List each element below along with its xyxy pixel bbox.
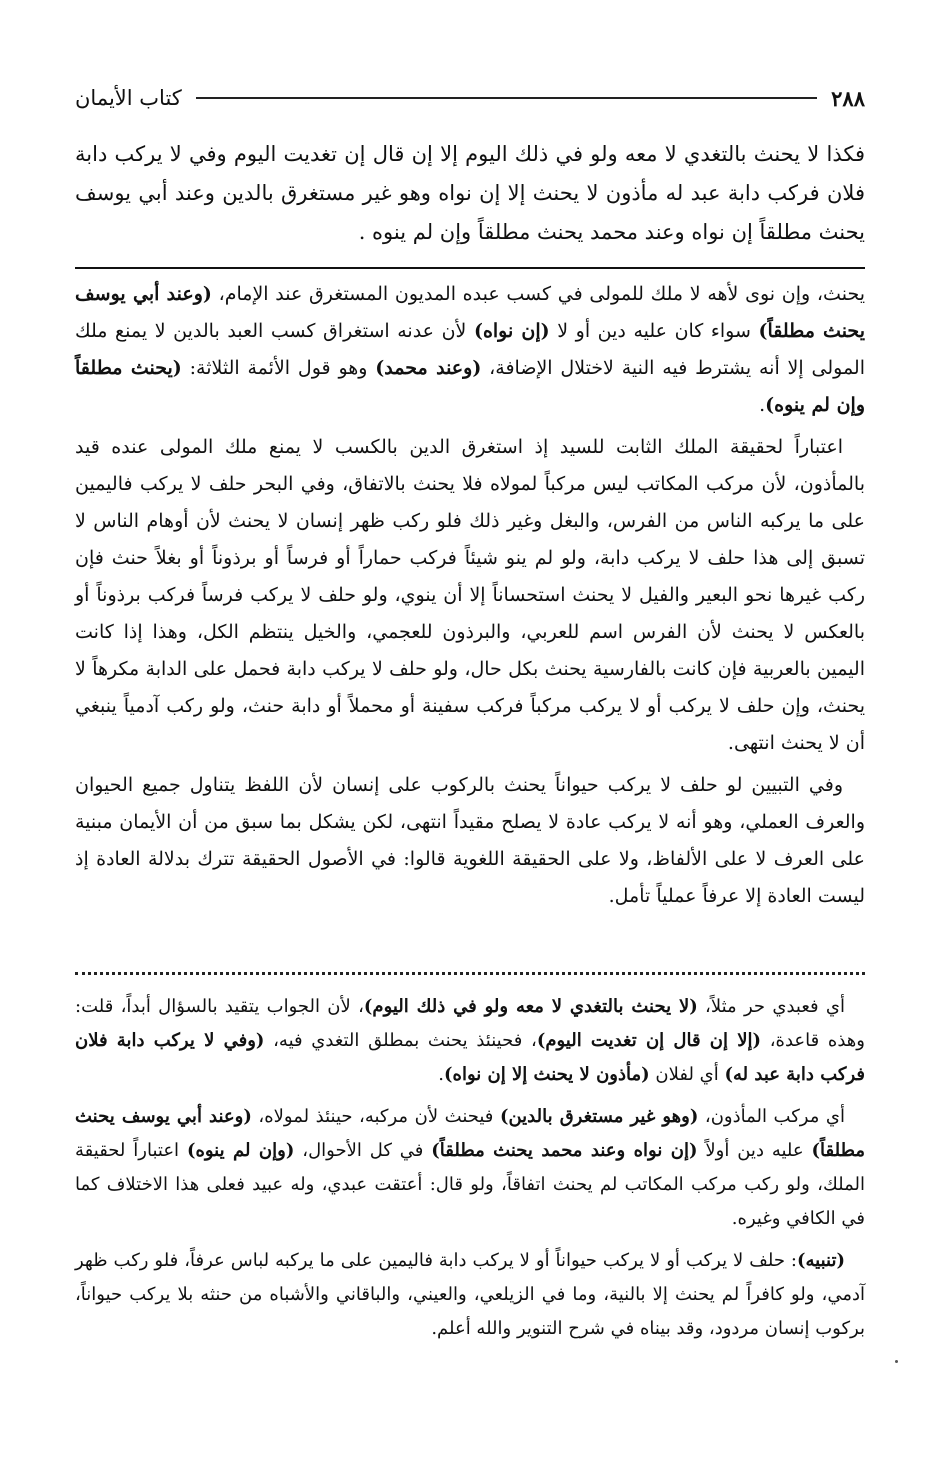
- commentary-text: لأن عدنه استغراق كسب العبد بالدين لا يمنع ملك المولى إلا أنه يشترط فيه النية لاختلال الإضافة،: [75, 320, 866, 379]
- commentary-text: يحنث، وإن نوى لأهه لا ملك للمولى في كسب عبده المديون المستغرق عند الإمام،: [211, 283, 865, 305]
- commentary-paragraph-3: وفي التبيين لو حلف لا يركب حيواناً يحنث بالركوب على إنسان لأن اللفظ يتناول جميع الحيوان والعرف العملي، وهو أنه لا يركب عادة لا يصلح مقيداً انتهى، لكن يشكل بما سبق من أن الأيمان مبنية على العرف لا على الألفاظ، ولا على الحقيقة اللغوية قالوا: في الأصول الحقيقة تترك بدلالة العادة إذ ليست العادة إلا عرفاً عملياً تأمل.: [75, 774, 865, 907]
- gloss-text: أي مركب المأذون،: [698, 1106, 845, 1127]
- quoted-phrase: (لا يحنث بالتغدي لا معه ولو في ذلك اليوم): [363, 996, 698, 1017]
- gloss-text: : حلف لا يركب أو لا يركب حيواناً أو لا يركب دابة فاليمين على ما يركبه لباس عرفاً، فلو ركب ظهر آدمي، ولو كافراً لم يحنث إلا بالنية، وما في الزيلعي، والعيني، والباقاني والأشباه من حنثه بلا يركب حيواناً، بركوب إنسان مردود، وقد بيناه في شرح التنوير والله أعلم.: [75, 1250, 865, 1339]
- main-text-paragraph: فكذا لا يحنث بالتغدي لا معه ولو في ذلك اليوم إلا إن قال إن تغديت اليوم وفي لا يركب دابة فلان فركب دابة عبد له مأذون لا يحنث إلا إن نواه وهو غير مستغرق بالدين وعند أبي يوسف يحنث مطلقاً إن نواه وعند محمد يحنث مطلقاً وإن لم ينوه .: [75, 142, 865, 244]
- gloss-text: .: [438, 1064, 444, 1085]
- page-number: ٢٨٨: [831, 85, 865, 111]
- gloss-text: فيحنث لأن مركبه، حينئذ لمولاه،: [251, 1106, 500, 1127]
- commentary: [75, 276, 865, 920]
- main-text: [75, 135, 865, 252]
- quoted-phrase: (وعند محمد): [375, 357, 482, 379]
- commentary-glosses-divider: [75, 972, 865, 975]
- quoted-phrase: (وعند أبي يوسف يحنث مطلقاً): [75, 1106, 865, 1161]
- commentary-paragraph-1: [75, 276, 865, 424]
- quoted-phrase: (يحنث مطلقاً وإن لم ينوه): [75, 357, 865, 416]
- quoted-phrase: (إلا إن قال إن تغديت اليوم): [536, 1030, 762, 1051]
- quoted-phrase: (وهو غير مستغرق بالدين): [499, 1106, 699, 1127]
- quoted-phrase: (وعند أبي يوسف يحنث مطلقاً): [75, 283, 865, 342]
- page-header: [75, 80, 865, 116]
- gloss-text: في كل الأحوال،: [294, 1140, 432, 1161]
- scan-speck: [895, 1360, 898, 1363]
- gloss-text: عليه دين أولاً: [697, 1140, 812, 1161]
- book-page: [75, 0, 865, 1482]
- quoted-phrase: (إن نواه): [473, 320, 550, 342]
- commentary-text: سواء كان عليه دين أو لا: [549, 320, 759, 342]
- book-title: كتاب الأيمان: [75, 86, 182, 110]
- gloss-paragraph-3: [75, 1244, 865, 1346]
- quoted-phrase: (وفي لا يركب دابة فلان فركب دابة عبد له): [75, 1030, 865, 1085]
- glosses: [75, 990, 865, 1354]
- commentary-text: وهو قول الأئمة الثلاثة:: [181, 357, 376, 379]
- commentary-paragraph-2: اعتباراً لحقيقة الملك الثابت للسيد إذ استغرق الدين بالكسب لا يمنع ملك المولى عنده قيد بالمأذون، لأن مركب المكاتب ليس مركباً لمولاه فلا يحنث بالاتفاق، وفي البحر حلف لا يركب فاليمين على ما يركبه الناس من الفرس، والبغل وغير ذلك فلو ركب ظهر إنسان لا يحنث لأن أوهام الناس لا تسبق إلى هذا حلف لا يركب دابة، ولو لم ينو شيئاً فركب حماراً أو فرساً أو برذوناً أو بغلاً حنث فإن ركب غيرها نحو البعير والفيل لا يحنث استحساناً إلا أن ينوي، ولو حلف لا يركب فرساً فركب برذوناً أو بالعكس لا يحنث لأن الفرس اسم للعربي، والبرذون للعجمي، والخيل ينتظم الكل، وهذا إذا كانت اليمين بالعربية فإن كانت بالفارسية يحنث بكل حال، ولو حلف لا يركب دابة فحمل على الدابة مكرهاً لا يحنث، وإن حلف لا يركب أو لا يركب مركباً فركب سفينة أو محملاً أو دابة حنث، ولو ركب آدمياً ينبغي أن لا يحنث انتهى.: [75, 436, 865, 754]
- gloss-text: ، لأن الجواب يتقيد بالسؤال أبداً، قلت: وهذه قاعدة،: [75, 996, 865, 1051]
- gloss-text: اعتباراً لحقيقة الملك، ولو ركب مركب المكاتب لم يحنث اتفاقاً، ولو قال: أعتقت عبدي، وله عبيد فعلى هذا الاختلاف كما في الكافي وغيره.: [75, 1140, 865, 1229]
- gloss-paragraph-1: [75, 990, 865, 1092]
- text-commentary-divider: [75, 267, 865, 269]
- gloss-paragraph-2: [75, 1100, 865, 1236]
- note-label: (تنبيه): [797, 1250, 845, 1271]
- quoted-phrase: (وإن لم ينوه): [186, 1140, 295, 1161]
- commentary-text: .: [759, 394, 766, 416]
- gloss-text: ، فحينئذ يحنث بمطلق التغدي فيه،: [264, 1030, 537, 1051]
- quoted-phrase: (إن نواه وعند محمد يحنث مطلقاً): [431, 1140, 698, 1161]
- gloss-text: أي لفلان: [649, 1064, 725, 1085]
- header-rule: [196, 97, 817, 99]
- gloss-text: أي فعبدي حر مثلاً،: [697, 996, 846, 1017]
- quoted-phrase: (مأذون لا يحنث إلا إن نواه): [444, 1064, 650, 1085]
